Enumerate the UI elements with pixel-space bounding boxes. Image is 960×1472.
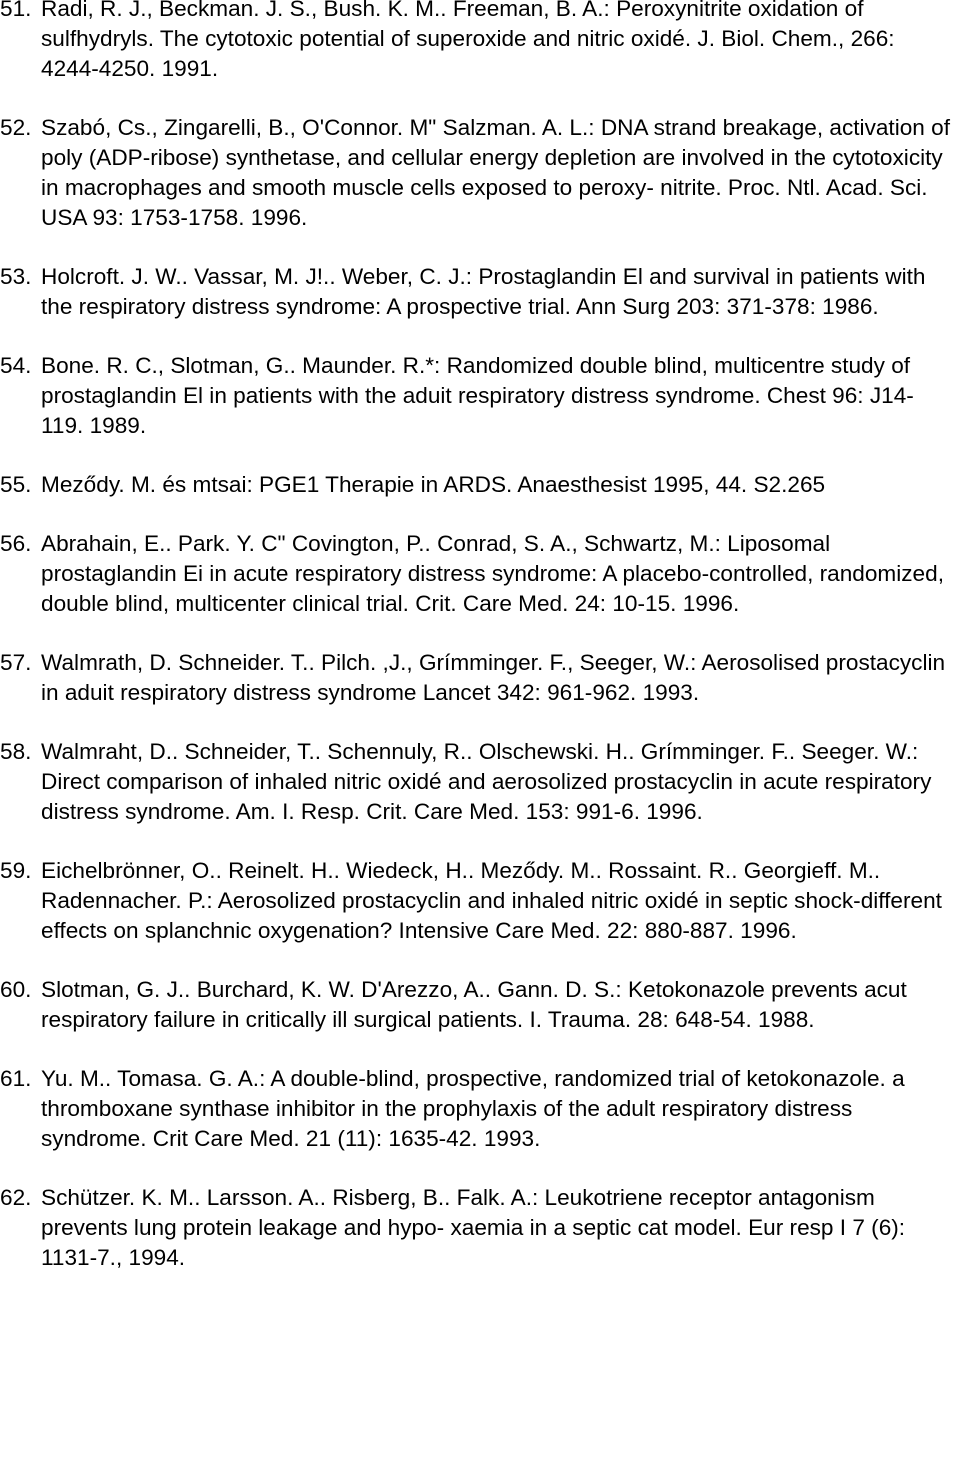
reference-number: 58. [0, 739, 32, 764]
reference-entry-53 [0, 262, 960, 322]
reference-text: Schützer. K. M.. Larsson. A.. Risberg, B.. Falk. A.: Leukotriene receptor antagonism prevents lung protein leakage and hypo- xaemia in a septic cat model. Eur resp I 7 (6): 1131-7., 1994. [41, 1185, 906, 1270]
reference-entry-61 [0, 1064, 960, 1154]
reference-text: Meződy. M. és mtsai: PGE1 Therapie in ARDS. Anaesthesist 1995, 44. S2.265 [41, 472, 826, 497]
reference-number: 53. [0, 264, 32, 289]
reference-text: Yu. M.. Tomasa. G. A.: A double-blind, prospective, randomized trial of ketokonazole. a thromboxane synthase inhibitor in the prophylaxis of the adult respiratory distress syndrome. Crit Care Med. 21 (11): 1635-42. 1993. [41, 1066, 905, 1151]
reference-entry-56 [0, 529, 960, 619]
reference-number: 60. [0, 977, 32, 1002]
reference-number: 62. [0, 1185, 32, 1210]
reference-number: 61. [0, 1066, 32, 1091]
reference-number: 55. [0, 472, 32, 497]
reference-entry-62 [0, 1183, 960, 1273]
reference-text: Szabó, Cs., Zingarelli, B., O'Connor. M" Salzman. A. L.: DNA strand breakage, activation of poly (ADP-ribose) synthetase, and cellular energy depletion are involved in the cytotoxicity in macrophages and smooth muscle cells exposed to peroxy- nitrite. Proc. Ntl. Acad. Sci. USA 93: 1753-1758. 1996. [41, 115, 950, 230]
reference-text: Holcroft. J. W.. Vassar, M. J!.. Weber, C. J.: Prostaglandin El and survival in patients with the respiratory distress syndrome: A prospective trial. Ann Surg 203: 371-378: 1986. [41, 264, 926, 319]
reference-entry-59 [0, 856, 960, 946]
reference-text: Bone. R. C., Slotman, G.. Maunder. R.*: Randomized double blind, multicentre study of prostaglandin El in patients with the aduit respiratory distress syndrome. Chest 96: J14-119. 1989. [41, 353, 914, 438]
reference-entry-52 [0, 113, 960, 233]
reference-entry-60 [0, 975, 960, 1035]
reference-number: 59. [0, 858, 32, 883]
reference-number: 54. [0, 353, 32, 378]
reference-text: Walmrath, D. Schneider. T.. Pilch. ,J., Grímminger. F., Seeger, W.: Aerosolised prostacyclin in aduit respiratory distress syndrome Lancet 342: 961-962. 1993. [41, 650, 946, 705]
reference-number: 52. [0, 115, 32, 140]
reference-text: Eichelbrönner, O.. Reinelt. H.. Wiedeck, H.. Meződy. M.. Rossaint. R.. Georgieff. M.. Radennacher. P.: Aerosolized prostacyclin and inhaled nitric oxidé in septic shock-different effects on splanchnic oxygenation? Intensive Care Med. 22: 880-887. 1996. [41, 858, 942, 943]
reference-number: 56. [0, 531, 32, 556]
reference-entry-51 [0, 0, 960, 84]
reference-entry-58 [0, 737, 960, 827]
reference-text: Slotman, G. J.. Burchard, K. W. D'Arezzo, A.. Gann. D. S.: Ketokonazole prevents acut respiratory failure in critically ill surgical patients. I. Trauma. 28: 648-54. 1988. [41, 977, 907, 1032]
reference-text: Walmraht, D.. Schneider, T.. Schennuly, R.. Olschewski. H.. Grímminger. F.. Seeger. W.: Direct comparison of inhaled nitric oxidé and aerosolized prostacyclin in acute respiratory distress syndrome. Am. I. Resp. Crit. Care Med. 153: 991-6. 1996. [41, 739, 932, 824]
reference-entry-57 [0, 648, 960, 708]
reference-number: 57. [0, 650, 32, 675]
reference-text: Radi, R. J., Beckman. J. S., Bush. K. M.. Freeman, B. A.: Peroxynitrite oxidation of sulfhydryls. The cytotoxic potential of superoxide and nitric oxidé. J. Biol. Chem., 266: 4244-4250. 1991. [41, 0, 895, 81]
reference-entry-54 [0, 351, 960, 441]
reference-number: 51. [0, 0, 32, 21]
reference-text: Abrahain, E.. Park. Y. C" Covington, P.. Conrad, S. A., Schwartz, M.: Liposomal prostaglandin Ei in acute respiratory distress syndrome: A placebo-controlled, randomized, double blind, multicenter clinical trial. Crit. Care Med. 24: 10-15. 1996. [41, 531, 944, 616]
reference-entry-55 [0, 470, 960, 500]
